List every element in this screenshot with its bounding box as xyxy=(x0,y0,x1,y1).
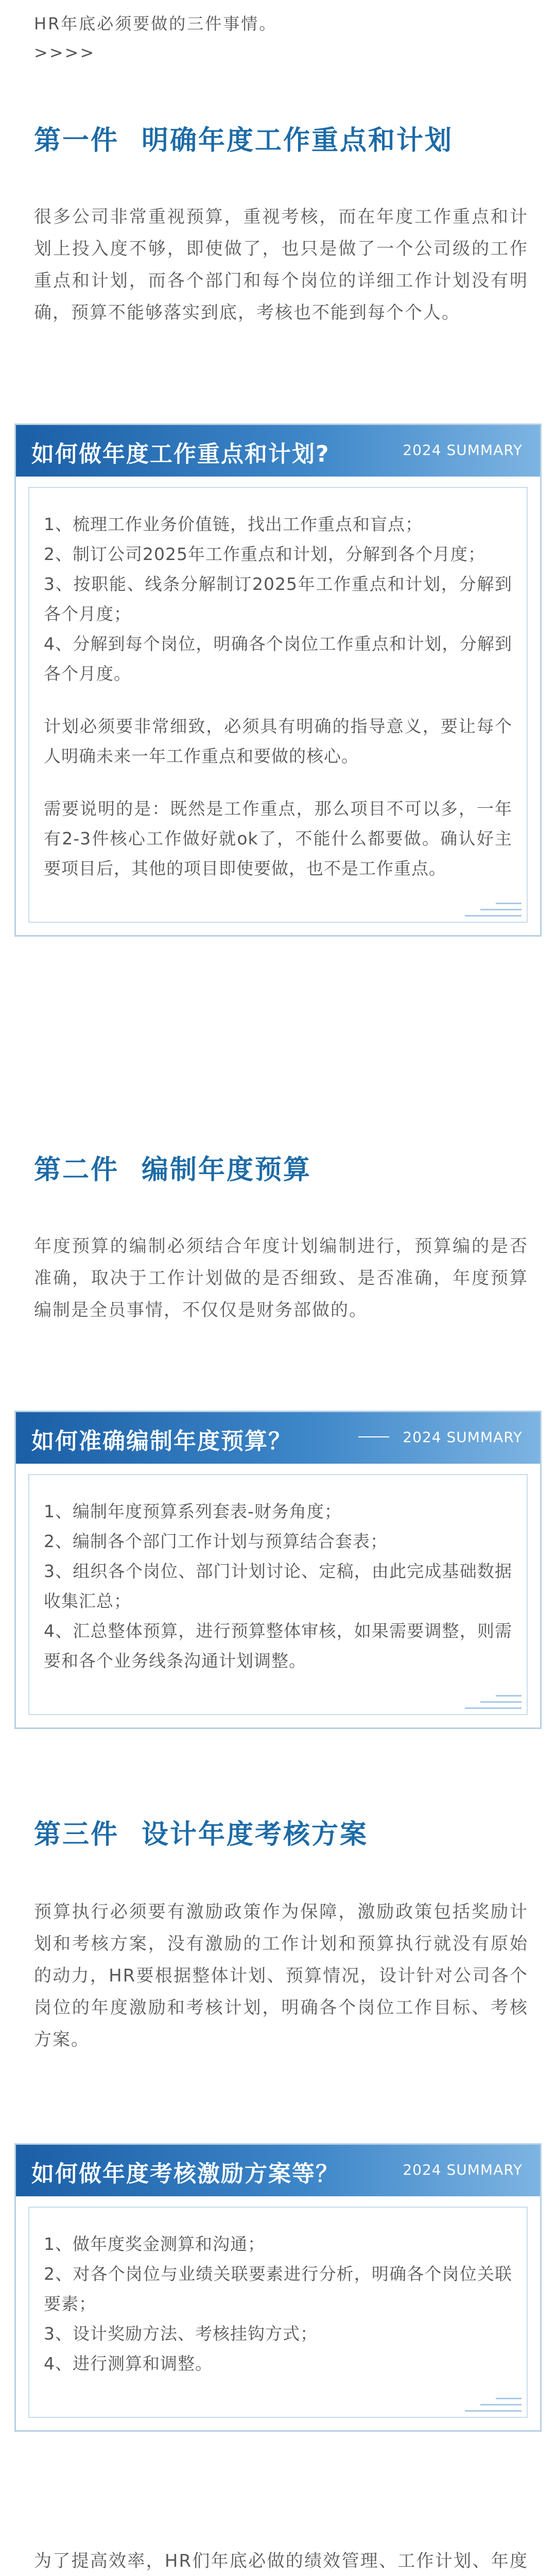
card-title: 如何做年度工作重点和计划? xyxy=(31,441,330,467)
corner-lines-decoration xyxy=(465,900,522,917)
intro-line: HR年底必须要做的三件事情。 xyxy=(34,14,277,33)
section-number: 第一件 xyxy=(34,125,119,156)
card-summary-label: 2024 SUMMARY xyxy=(403,442,523,459)
card-title: 如何做年度考核激励方案等？ xyxy=(31,2161,339,2187)
list-item: 3、设计奖励方法、考核挂钩方式； xyxy=(44,2324,318,2344)
card-summary-label: 2024 SUMMARY xyxy=(358,1429,523,1446)
card-note: 需要说明的是：既然是工作重点，那么项目不可以多，一年有2-3件核心工作做好就ok了，不能什么都要做。确认好主要项目后，其他的项目即使要做，也不是工作重点。 xyxy=(44,799,512,878)
section-number: 第二件 xyxy=(34,1155,119,1185)
card-body xyxy=(28,1474,528,1715)
section-paragraph-1: 很多公司非常重视预算，重视考核，而在年度工作重点和计划上投入度不够，即使做了，也只是做了一个公司级的工作重点和计划，而各个部门和每个岗位的详细工作计划没有明确，预算不能够落实到底，考核也不能到每个个人。 xyxy=(34,207,528,323)
list-item: 3、组织各个岗位、部门计划讨论、定稿，由此完成基础数据收集汇总； xyxy=(44,1561,512,1611)
list-item: 4、分解到每个岗位，明确各个岗位工作重点和计划，分解到各个月度。 xyxy=(44,634,512,684)
card-header xyxy=(16,2145,540,2196)
info-card-1 xyxy=(14,423,542,937)
section-title-3 xyxy=(34,1812,368,1851)
list-item: 2、制订公司2025年工作重点和计划，分解到各个月度； xyxy=(44,544,485,564)
card-body xyxy=(28,2207,528,2418)
intro-text xyxy=(34,9,528,67)
section-title-2 xyxy=(34,1148,311,1187)
list-item: 2、对各个岗位与业绩关联要素进行分析，明确各个岗位关联要素； xyxy=(44,2264,512,2314)
list-item: 1、做年度奖金测算和沟通； xyxy=(44,2234,265,2254)
section-heading: 编制年度预算 xyxy=(142,1155,312,1185)
section-paragraph-3: 预算执行必须要有激励政策作为保障，激励政策包括奖励计划和考核方案，没有激励的工作计划和预算执行就没有原始的动力，HR要根据整体计划、预算情况，设计针对公司各个岗位的年度激励和考核计划，明确各个岗位工作目标、考核方案。 xyxy=(34,1902,528,2050)
list-item: 4、进行测算和调整。 xyxy=(44,2353,213,2374)
card-note: 计划必须要非常细致，必须具有明确的指导意义，要让每个人明确未来一年工作重点和要做的核心。 xyxy=(44,716,512,766)
section-number: 第三件 xyxy=(34,1819,119,1850)
info-card-3 xyxy=(14,2143,542,2432)
closing-paragraph: 为了提高效率，HR们年底必做的绩效管理、工作计划、年度 xyxy=(34,2551,528,2571)
section-paragraph-2: 年度预算的编制必须结合年度计划编制进行，预算编的是否准确，取决于工作计划做的是否细致、是否准确，年度预算编制是全员事情，不仅仅是财务部做的。 xyxy=(34,1236,528,1320)
card-title: 如何准确编制年度预算？ xyxy=(31,1428,292,1454)
list-item: 1、编制年度预算系列套表-财务角度； xyxy=(44,1501,342,1521)
card-body xyxy=(28,487,528,923)
list-item: 4、汇总整体预算，进行预算整体审核，如果需要调整，则需要和各个业务线条沟通计划调整。 xyxy=(44,1621,512,1671)
card-header xyxy=(16,1412,540,1464)
corner-lines-decoration xyxy=(465,2395,522,2412)
list-item: 1、梳理工作业务价值链，找出工作重点和盲点； xyxy=(44,514,423,534)
section-heading: 明确年度工作重点和计划 xyxy=(142,125,454,156)
card-header xyxy=(16,425,540,477)
card-summary-label: 2024 SUMMARY xyxy=(403,2161,523,2178)
corner-lines-decoration xyxy=(465,1692,522,1709)
list-item: 3、按职能、线条分解制订2025年工作重点和计划，分解到各个月度； xyxy=(44,574,512,624)
intro-arrows: >>>> xyxy=(34,43,96,62)
section-title-1 xyxy=(34,118,453,157)
section-heading: 设计年度考核方案 xyxy=(142,1819,369,1850)
info-card-2 xyxy=(14,1411,542,1729)
dash-decoration xyxy=(358,1436,389,1437)
list-item: 2、编制各个部门工作计划与预算结合套表； xyxy=(44,1531,388,1551)
